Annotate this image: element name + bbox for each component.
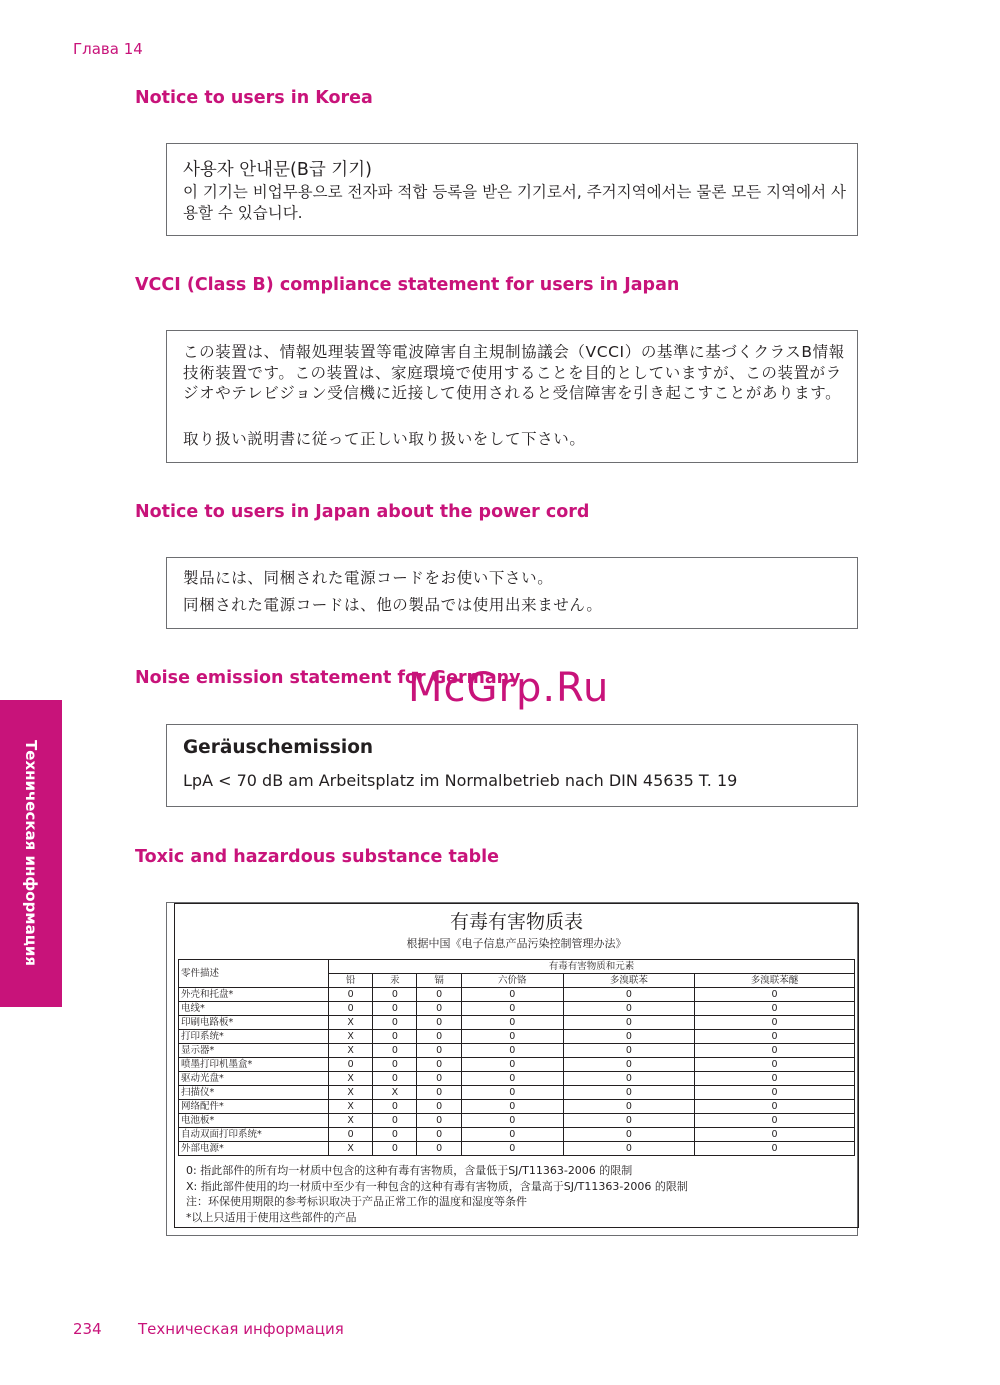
note-line: X: 指此部件使用的均一材质中至少有一种包含的这种有毒有害物质，含量高于SJ/T11363-2006 的限制 [186,1179,688,1193]
power-cord-line-2: 同梱された電源コードは、他の製品では使用出来ません。 [183,596,603,614]
substance-value: 0 [694,1086,854,1100]
heading-korea: Notice to users in Korea [135,88,373,108]
heading-toxic: Toxic and hazardous substance table [135,847,500,867]
heading-noise: Noise emission statement for Germany [135,668,521,688]
substance-value: 0 [563,1030,694,1044]
substance-value: 0 [461,988,563,1002]
substance-value: 0 [461,1114,563,1128]
substance-value: 0 [694,1072,854,1086]
heading-power-cord: Notice to users in Japan about the power cord [135,502,590,522]
substance-value: 0 [417,1086,461,1100]
substance-value: 0 [329,1058,373,1072]
substance-value: 0 [417,1114,461,1128]
substance-value: 0 [417,1100,461,1114]
substance-value: 0 [461,1044,563,1058]
substance-value: 0 [417,988,461,1002]
substance-value: 0 [417,1058,461,1072]
substance-value: X [329,1030,373,1044]
substance-value: 0 [417,1016,461,1030]
substance-value: 0 [417,1072,461,1086]
korea-notice-body: 이 기기는 비업무용으로 전자파 적합 등록을 받은 기기로서, 주거지역에서는 물론 모든 지역에서 사용할 수 있습니다. [183,183,846,222]
substance-value: 0 [417,1128,461,1142]
toxic-table-notes [186,1163,846,1225]
toxic-table-title: 有毒有害物质表 [449,911,583,933]
column-header-element: 多溴联苯 [563,974,694,988]
page-number: 234 [73,1320,102,1338]
vcci-notice-box [166,330,858,463]
substance-value: 0 [563,1016,694,1030]
substance-value: 0 [461,1100,563,1114]
column-header-parts: 零件描述 [179,960,329,988]
column-header-element: 镉 [417,974,461,988]
side-section-label: Техническая информация [22,740,40,966]
column-header-element: 六价铬 [461,974,563,988]
substance-value: 0 [563,988,694,1002]
substance-value: 0 [694,1058,854,1072]
table-row [179,1002,855,1016]
substance-value: 0 [373,1030,417,1044]
substance-value: 0 [563,1072,694,1086]
noise-notice-box [166,724,858,807]
substance-value: 0 [373,1072,417,1086]
part-name: 打印系统* [179,1030,329,1044]
substance-value: 0 [563,1128,694,1142]
part-name: 外壳和托盘* [179,988,329,1002]
table-row [179,1114,855,1128]
substance-value: 0 [694,1016,854,1030]
substance-value: 0 [563,1044,694,1058]
part-name: 自动双面打印系统* [179,1128,329,1142]
vcci-notice-instruction: 取り扱い説明書に従って正しい取り扱いをして下さい。 [183,430,586,448]
korea-notice-title: 사용자 안내문(B급 기기) [183,160,372,180]
part-name: 扫描仪* [179,1086,329,1100]
substance-value: 0 [373,1002,417,1016]
table-row [179,1030,855,1044]
table-row [179,1100,855,1114]
table-row [179,1016,855,1030]
noise-notice-title: Geräuschemission [183,737,374,758]
substance-value: 0 [694,988,854,1002]
chapter-label: Глава 14 [73,40,143,58]
substance-value: X [329,1114,373,1128]
substance-value: 0 [563,1100,694,1114]
substance-value: 0 [461,1030,563,1044]
part-name: 网络配件* [179,1100,329,1114]
substance-value: 0 [373,1044,417,1058]
substance-value: 0 [373,1128,417,1142]
table-row [179,1086,855,1100]
substance-value: 0 [461,1086,563,1100]
part-name: 喷墨打印机墨盒* [179,1058,329,1072]
substance-value: 0 [563,1086,694,1100]
substance-value: 0 [373,1100,417,1114]
substance-value: 0 [373,1016,417,1030]
toxic-table-subtitle: 根据中国《电子信息产品污染控制管理办法》 [406,937,627,950]
part-name: 印刷电路板* [179,1016,329,1030]
substance-value: 0 [694,1142,854,1156]
power-cord-line-1: 製品には、同梱された電源コードをお使い下さい。 [183,569,554,587]
column-header-element: 多溴联苯醚 [694,974,854,988]
substance-value: 0 [694,1100,854,1114]
substance-value: 0 [563,1114,694,1128]
note-line: 0: 指此部件的所有均一材质中包含的这种有毒有害物质，含量低于SJ/T11363-2006 的限制 [186,1164,633,1177]
substance-value: 0 [461,1142,563,1156]
part-name: 驱动光盘* [179,1072,329,1086]
column-header-element: 汞 [373,974,417,988]
watermark: McGrp.Ru [408,665,610,711]
note-line: 注：环保使用期限的参考标识取决于产品正常工作的温度和湿度等条件 [186,1195,527,1208]
substance-value: X [329,1100,373,1114]
substance-value: X [329,1086,373,1100]
table-row [179,1044,855,1058]
substance-value: 0 [461,1016,563,1030]
table-row [179,1072,855,1086]
heading-vcci: VCCI (Class B) compliance statement for users in Japan [135,275,680,295]
note-line: *以上只适用于使用这些部件的产品 [186,1210,357,1224]
substance-value: 0 [417,1044,461,1058]
substance-value: 0 [694,1128,854,1142]
substance-value: X [329,1016,373,1030]
toxic-table-frame [174,903,859,1228]
table-row [179,1058,855,1072]
substance-value: X [373,1086,417,1100]
table-row [179,988,855,1002]
substance-value: 0 [373,1058,417,1072]
substance-value: X [329,1142,373,1156]
table-row [179,1142,855,1156]
toxic-substance-table [178,959,855,1156]
noise-notice-body: LpA < 70 dB am Arbeitsplatz im Normalbetrieb nach DIN 45635 T. 19 [183,771,738,790]
substance-value: 0 [417,1142,461,1156]
substance-value: 0 [563,1142,694,1156]
column-header-group: 有毒有害物质和元素 [329,960,855,974]
side-section-tab [0,700,62,1007]
substance-value: 0 [329,988,373,1002]
substance-value: 0 [373,1142,417,1156]
substance-value: 0 [417,1030,461,1044]
power-cord-notice-box [166,557,858,629]
substance-value: 0 [694,1044,854,1058]
substance-value: 0 [329,1128,373,1142]
column-header-element: 铅 [329,974,373,988]
substance-value: 0 [461,1072,563,1086]
substance-value: X [329,1072,373,1086]
vcci-notice-body: この装置は、情報処理装置等電波障害自主規制協議会（VCCI）の基準に基づくクラスB情報技術装置です。この装置は、家庭環境で使用することを目的としていますが、この装置がラジオやテレビジョン受信機に近接して使用されると受信障害を引き起こすことがあります。 [183,343,845,402]
substance-value: 0 [694,1002,854,1016]
substance-value: 0 [563,1058,694,1072]
substance-value: 0 [694,1030,854,1044]
substance-value: 0 [461,1128,563,1142]
toxic-table-box [166,902,858,1236]
substance-value: 0 [563,1002,694,1016]
korea-notice-box [166,143,858,236]
substance-value: 0 [461,1058,563,1072]
part-name: 电池板* [179,1114,329,1128]
part-name: 电线* [179,1002,329,1016]
substance-value: 0 [461,1002,563,1016]
substance-value: 0 [373,988,417,1002]
table-row [179,1128,855,1142]
part-name: 显示器* [179,1044,329,1058]
part-name: 外部电源* [179,1142,329,1156]
substance-value: 0 [417,1002,461,1016]
substance-value: 0 [329,1002,373,1016]
substance-value: 0 [373,1114,417,1128]
footer-section-title: Техническая информация [138,1320,344,1338]
substance-value: X [329,1044,373,1058]
substance-value: 0 [694,1114,854,1128]
